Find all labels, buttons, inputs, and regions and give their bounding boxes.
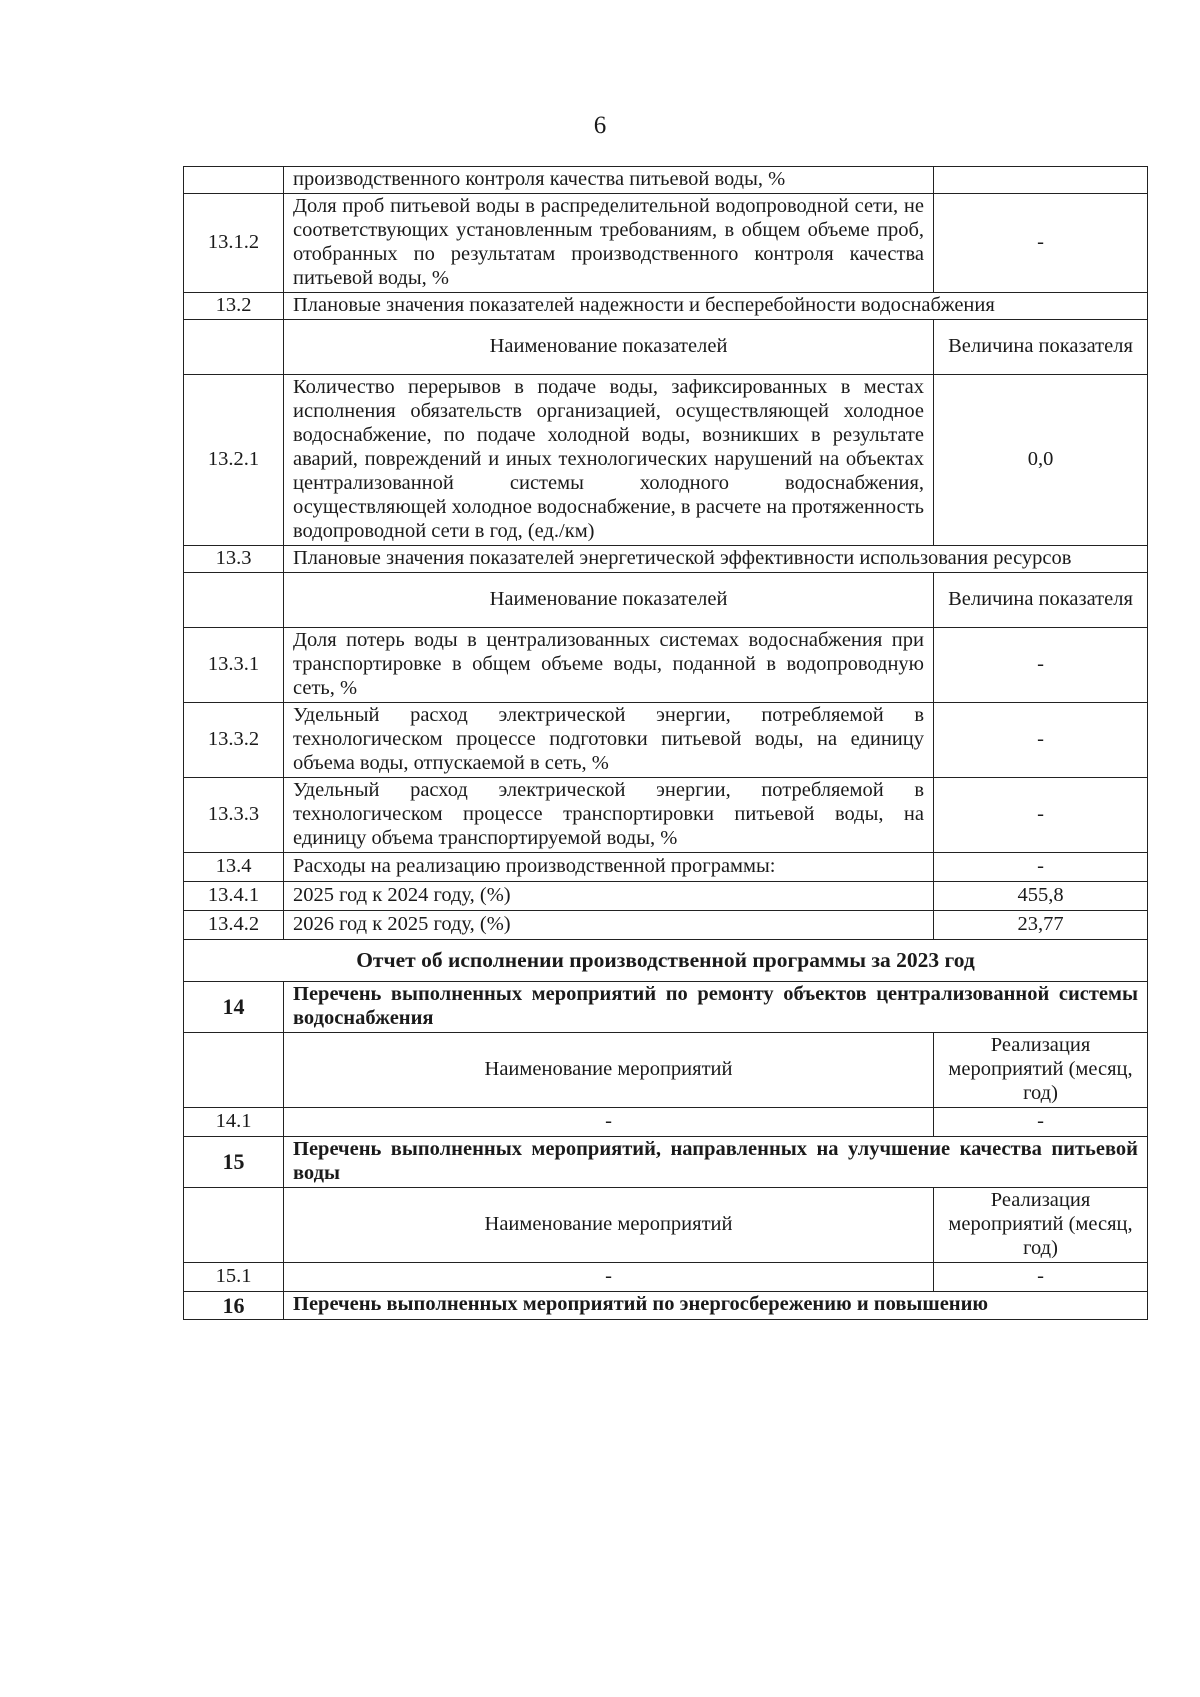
row-number: 13.2 xyxy=(184,292,284,319)
indicator-value: 23,77 xyxy=(934,910,1148,939)
table-row xyxy=(184,1262,1148,1291)
table-row xyxy=(184,167,1148,194)
table-row xyxy=(184,292,1148,319)
section-title: Перечень выполненных мероприятий по ремонту объектов централизованной системы водоснабжения xyxy=(284,981,1148,1032)
column-header-name: Наименование мероприятий xyxy=(284,1032,934,1107)
indicators-table xyxy=(183,166,1148,1320)
indicator-value: - xyxy=(934,627,1148,702)
indicator-name: Доля потерь воды в централизованных системах водоснабжения при транспортировке в общем объеме воды, поданной в водопроводную сеть, % xyxy=(284,627,934,702)
table-row xyxy=(184,910,1148,939)
column-header-value: Величина показателя xyxy=(934,572,1148,627)
row-number: 13.4 xyxy=(184,852,284,881)
table-row xyxy=(184,881,1148,910)
column-header-value: Реализация мероприятий (месяц, год) xyxy=(934,1187,1148,1262)
row-number xyxy=(184,167,284,194)
table-row xyxy=(184,852,1148,881)
section-row xyxy=(184,1136,1148,1187)
indicator-name: 2025 год к 2024 году, (%) xyxy=(284,881,934,910)
row-number: 13.3.3 xyxy=(184,777,284,852)
indicator-name: Количество перерывов в подаче воды, зафиксированных в местах исполнения обязательств организацией, осуществляющей холодное водоснабжение, по подаче холодной воды, возникших в результате аварий, повреждений и иных технологических нарушений на объектах централизованной системы холодного водоснабжения, осуществляющей холодное водоснабжение, в расчете на протяженность водопроводной сети в год, (ед./км) xyxy=(284,374,934,545)
section-title: Перечень выполненных мероприятий по энергосбережению и повышению xyxy=(284,1291,1148,1320)
table-row xyxy=(184,702,1148,777)
column-header-name: Наименование показателей xyxy=(284,319,934,374)
table-row xyxy=(184,777,1148,852)
row-number: 15.1 xyxy=(184,1262,284,1291)
section-row xyxy=(184,1291,1148,1320)
column-header-value: Реализация мероприятий (месяц, год) xyxy=(934,1032,1148,1107)
table-row xyxy=(184,374,1148,545)
table-row xyxy=(184,545,1148,572)
row-number: 13.3 xyxy=(184,545,284,572)
section-title: Перечень выполненных мероприятий, направленных на улучшение качества питьевой воды xyxy=(284,1136,1148,1187)
row-number: 13.1.2 xyxy=(184,193,284,292)
table-row xyxy=(184,627,1148,702)
report-title-row xyxy=(184,939,1148,981)
section-number: 16 xyxy=(184,1291,284,1320)
table-row xyxy=(184,193,1148,292)
section-number: 14 xyxy=(184,981,284,1032)
indicator-value: 455,8 xyxy=(934,881,1148,910)
measure-date: - xyxy=(934,1262,1148,1291)
table-row xyxy=(184,1107,1148,1136)
row-number xyxy=(184,1032,284,1107)
indicator-name: Удельный расход электрической энергии, потребляемой в технологическом процессе подготовки питьевой воды, на единицу объема воды, отпускаемой в сеть, % xyxy=(284,702,934,777)
row-number: 13.4.2 xyxy=(184,910,284,939)
indicator-value: - xyxy=(934,852,1148,881)
table-header-row xyxy=(184,1187,1148,1262)
indicator-value: 0,0 xyxy=(934,374,1148,545)
indicator-name: Доля проб питьевой воды в распределительной водопроводной сети, не соответствующих установленным требованиям, в общем объеме проб, отобранных по результатам производственного контроля качества питьевой воды, % xyxy=(284,193,934,292)
indicator-name: 2026 год к 2025 году, (%) xyxy=(284,910,934,939)
indicator-value: - xyxy=(934,777,1148,852)
row-number: 13.3.1 xyxy=(184,627,284,702)
page-number: 6 xyxy=(593,112,607,139)
indicator-name: Расходы на реализацию производственной программы: xyxy=(284,852,934,881)
row-number: 14.1 xyxy=(184,1107,284,1136)
indicator-value: - xyxy=(934,193,1148,292)
row-number: 13.4.1 xyxy=(184,881,284,910)
measure-name: - xyxy=(284,1262,934,1291)
section-row xyxy=(184,981,1148,1032)
report-title: Отчет об исполнении производственной программы за 2023 год xyxy=(184,939,1148,981)
column-header-name: Наименование мероприятий xyxy=(284,1187,934,1262)
section-title: Плановые значения показателей надежности и бесперебойности водоснабжения xyxy=(284,292,1148,319)
row-number: 13.3.2 xyxy=(184,702,284,777)
row-number: 13.2.1 xyxy=(184,374,284,545)
indicator-value: - xyxy=(934,702,1148,777)
measure-name: - xyxy=(284,1107,934,1136)
column-header-value: Величина показателя xyxy=(934,319,1148,374)
measure-date: - xyxy=(934,1107,1148,1136)
table-header-row xyxy=(184,319,1148,374)
row-number xyxy=(184,1187,284,1262)
section-title: Плановые значения показателей энергетической эффективности использования ресурсов xyxy=(284,545,1148,572)
row-number xyxy=(184,319,284,374)
indicator-name: Удельный расход электрической энергии, потребляемой в технологическом процессе транспортировки питьевой воды, на единицу объема транспортируемой воды, % xyxy=(284,777,934,852)
indicator-value xyxy=(934,167,1148,194)
row-number xyxy=(184,572,284,627)
table-header-row xyxy=(184,1032,1148,1107)
table-header-row xyxy=(184,572,1148,627)
indicator-name: производственного контроля качества питьевой воды, % xyxy=(284,167,934,194)
column-header-name: Наименование показателей xyxy=(284,572,934,627)
section-number: 15 xyxy=(184,1136,284,1187)
